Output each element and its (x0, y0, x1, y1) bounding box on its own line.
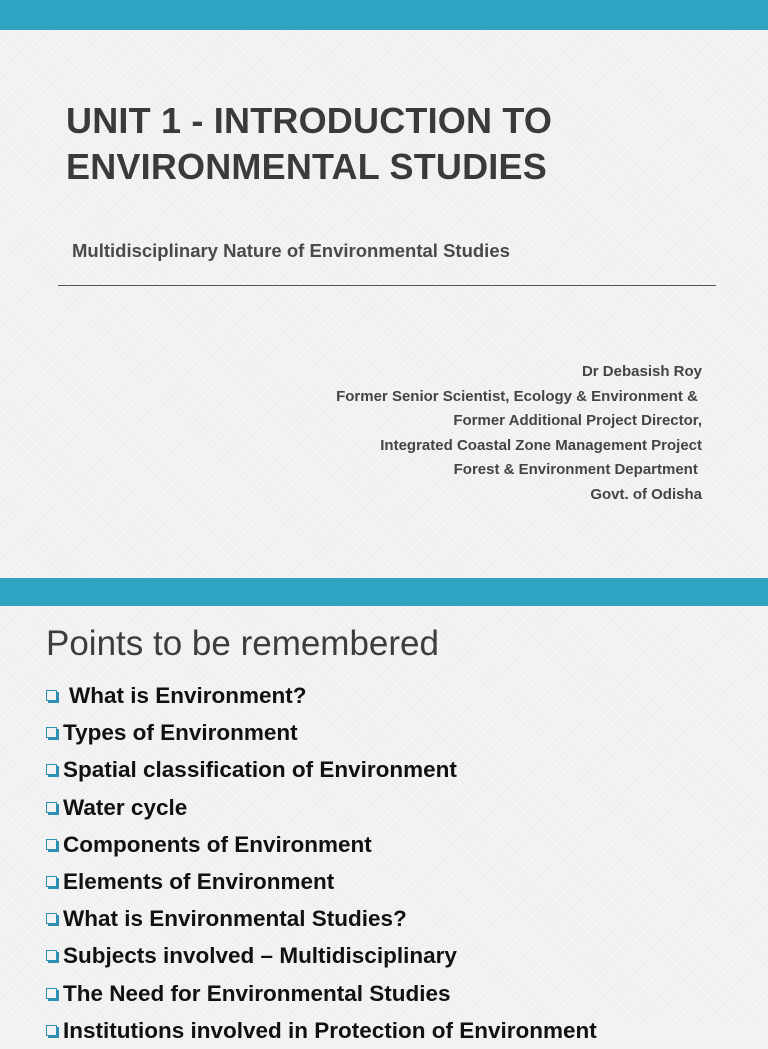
square-bullet-icon (46, 988, 57, 999)
title-line-2: ENVIRONMENTAL STUDIES (66, 146, 547, 187)
author-line: Former Senior Scientist, Ecology & Environment & (336, 387, 702, 405)
author-line: Integrated Coastal Zone Management Project (380, 436, 702, 454)
list-item (46, 751, 597, 788)
author-line: Forest & Environment Department (453, 461, 702, 479)
points-heading: Points to be remembered (46, 624, 439, 663)
list-item-text: Subjects involved – Multidisciplinary (63, 943, 457, 969)
list-item-text: Spatial classification of Environment (63, 757, 457, 783)
list-item-text: Elements of Environment (63, 868, 335, 894)
list-item (46, 677, 597, 714)
author-line: Govt. of Odisha (590, 485, 702, 503)
slide-title (66, 98, 706, 190)
title-line-1: UNIT 1 - INTRODUCTION TO (66, 100, 553, 141)
list-item-text: Components of Environment (63, 831, 372, 857)
square-bullet-icon (46, 913, 57, 924)
list-item (46, 937, 597, 974)
square-bullet-icon (46, 839, 57, 850)
list-item-text: Water cycle (63, 794, 188, 820)
list-item (46, 900, 597, 937)
list-item (46, 975, 597, 1012)
author-line: Dr Debasish Roy (581, 363, 702, 380)
list-item-text: What is Environment? (69, 683, 307, 708)
author-block (336, 360, 702, 508)
square-bullet-icon (46, 876, 57, 887)
slide-header-bar (0, 578, 768, 606)
points-list (46, 677, 597, 1049)
list-item (46, 789, 597, 826)
list-item (46, 826, 597, 863)
list-item (46, 863, 597, 900)
list-item-text: Institutions involved in Protection of Environment (63, 1017, 597, 1043)
slide-subtitle: Multidisciplinary Nature of Environmental Studies (72, 240, 510, 261)
square-bullet-icon (46, 950, 57, 961)
points-slide (0, 578, 768, 1043)
square-bullet-icon (46, 1025, 57, 1036)
slide-header-bar (0, 0, 768, 30)
list-item (46, 1012, 597, 1049)
list-item-text: What is Environmental Studies? (63, 906, 407, 932)
square-bullet-icon (46, 727, 57, 738)
square-bullet-icon (46, 764, 57, 775)
square-bullet-icon (46, 802, 57, 813)
title-divider (58, 285, 716, 286)
list-item (46, 714, 597, 751)
list-item-text: The Need for Environmental Studies (63, 980, 451, 1006)
list-item-text: Types of Environment (63, 720, 298, 746)
author-line: Former Additional Project Director, (453, 412, 702, 430)
square-bullet-icon (46, 690, 57, 701)
